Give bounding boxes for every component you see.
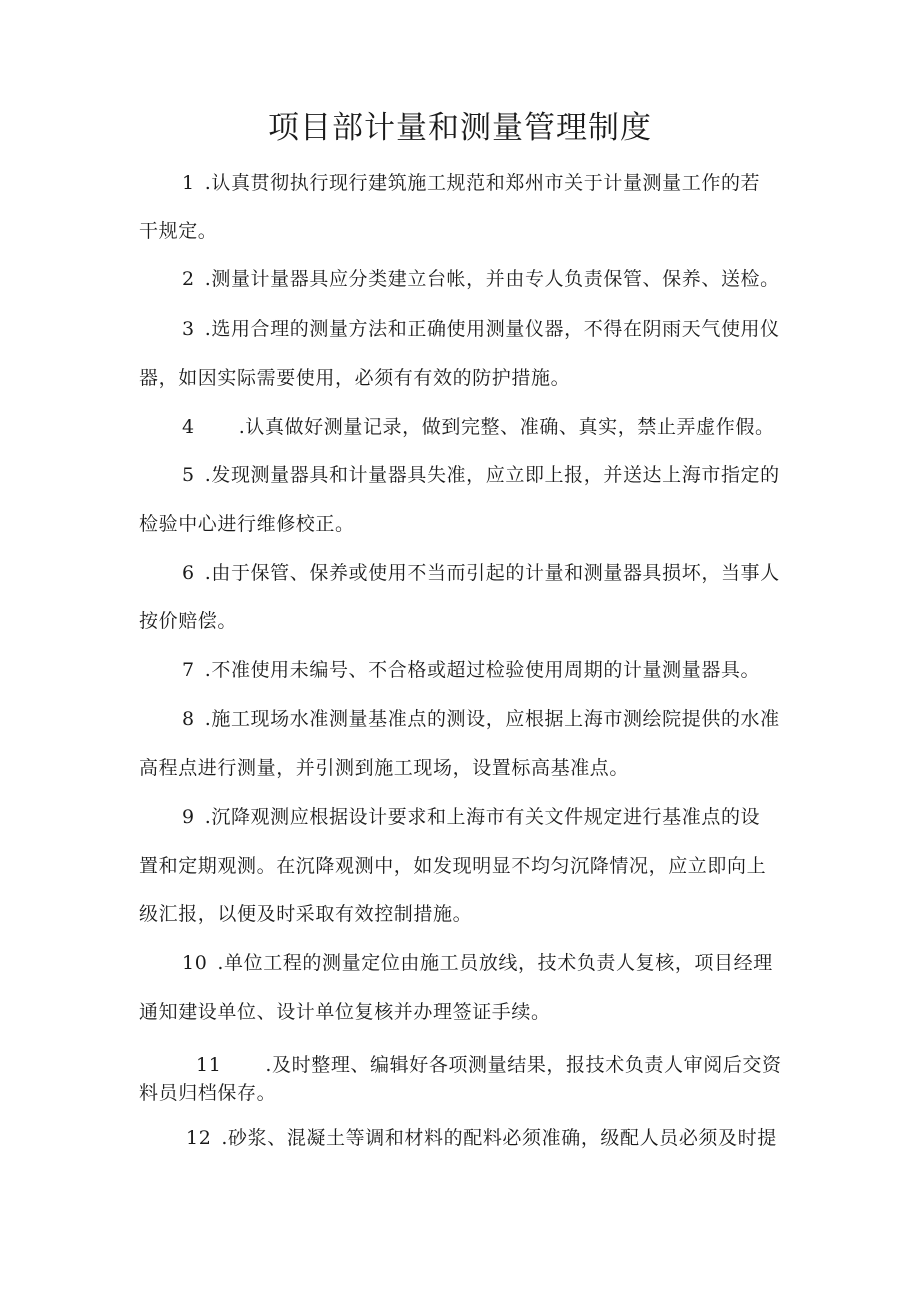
item-text: .认真做好测量记录，做到完整、准确、真实，禁止弄虚作假。 xyxy=(238,416,775,438)
item-text: .测量计量器具应分类建立台帐，并由专人负责保管、保养、送检。 xyxy=(204,268,780,290)
item-text: .沉降观测应根据设计要求和上海市有关文件规定进行基准点的设 xyxy=(204,806,761,828)
item-11-line-1 xyxy=(196,1052,782,1078)
item-9-line-2: 置和定期观测。在沉降观测中，如发现明显不均匀沉降情况，应立即向上 xyxy=(139,855,767,877)
item-5-line-2: 检验中心进行维修校正。 xyxy=(139,513,355,535)
item-6-line-1 xyxy=(182,560,780,586)
item-text: .单位工程的测量定位由施工员放线，技术负责人复核，项目经理 xyxy=(217,952,773,974)
item-number: 7 xyxy=(182,659,195,681)
item-text: .不准使用未编号、不合格或超过检验使用周期的计量测量器具。 xyxy=(204,659,761,681)
item-1-line-2: 干规定。 xyxy=(139,220,218,242)
item-number: 2 xyxy=(182,268,195,290)
item-3-line-1 xyxy=(182,316,780,342)
item-3-line-2: 器，如因实际需要使用，必须有有效的防护措施。 xyxy=(139,367,571,389)
item-4-line-1 xyxy=(182,414,775,440)
item-number: 9 xyxy=(182,806,195,828)
document-title: 项目部计量和测量管理制度 xyxy=(268,110,652,146)
item-number: 4 xyxy=(182,416,195,438)
item-9-line-1 xyxy=(182,804,760,830)
item-12-line-1 xyxy=(186,1125,777,1151)
item-text: .选用合理的测量方法和正确使用测量仪器，不得在阴雨天气使用仪 xyxy=(204,318,780,340)
item-6-line-2: 按价赔偿。 xyxy=(139,610,238,632)
item-text: .施工现场水准测量基准点的测设，应根据上海市测绘院提供的水准 xyxy=(204,708,780,730)
item-number: 10 xyxy=(182,952,208,974)
item-9-line-3: 级汇报，以便及时采取有效控制措施。 xyxy=(139,903,473,925)
item-7-line-1 xyxy=(182,657,760,683)
item-number: 1 xyxy=(182,172,195,194)
item-text: .由于保管、保养或使用不当而引起的计量和测量器具损坏，当事人 xyxy=(204,562,780,584)
item-number: 11 xyxy=(196,1054,222,1076)
item-11-line-2: 料员归档保存。 xyxy=(139,1082,277,1104)
item-text: .发现测量器具和计量器具失准，应立即上报，并送达上海市指定的 xyxy=(204,464,780,486)
item-text: .砂浆、混凝土等调和材料的配料必须准确，级配人员必须及时提 xyxy=(221,1127,777,1149)
item-1-line-1 xyxy=(182,170,760,196)
item-number: 12 xyxy=(186,1127,212,1149)
item-number: 6 xyxy=(182,562,195,584)
item-text: .认真贯彻执行现行建筑施工规范和郑州市关于计量测量工作的若 xyxy=(204,172,761,194)
item-10-line-1 xyxy=(182,950,773,976)
item-10-line-2: 通知建设单位、设计单位复核并办理签证手续。 xyxy=(139,1001,551,1023)
item-number: 5 xyxy=(182,464,195,486)
item-5-line-1 xyxy=(182,462,780,488)
item-text: .及时整理、编辑好各项测量结果，报技术负责人审阅后交资 xyxy=(265,1054,782,1076)
item-number: 3 xyxy=(182,318,195,340)
item-2-line-1 xyxy=(182,266,780,292)
item-8-line-1 xyxy=(182,706,780,732)
item-number: 8 xyxy=(182,708,195,730)
item-8-line-2: 高程点进行测量，并引测到施工现场，设置标高基准点。 xyxy=(139,757,630,779)
